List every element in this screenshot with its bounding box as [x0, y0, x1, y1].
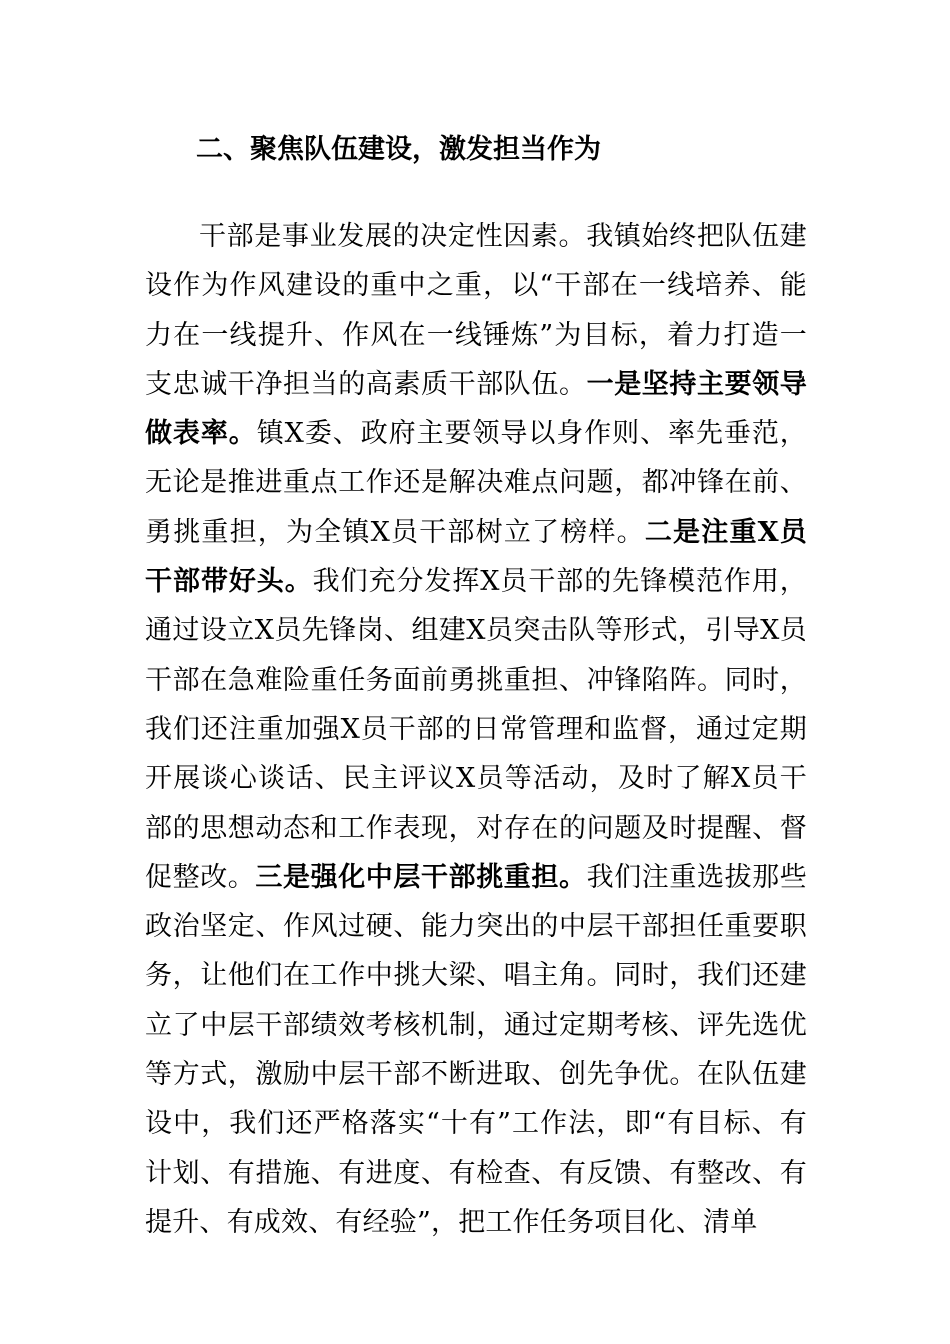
bold-point-3: 三是强化中层干部挑重担。 — [255, 861, 587, 893]
bold-point-2: 二是注重X员干部带好头。 — [145, 516, 807, 598]
body-paragraph — [145, 212, 807, 1247]
bold-point-1: 一是坚持主要领导做表率。 — [145, 368, 807, 450]
section-heading: 二、聚焦队伍建设，激发担当作为 — [196, 134, 601, 165]
paragraph-text-4: 我们注重选拔那些政治坚定、作风过硬、能力突出的中层干部担任重要职务，让他们在工作中挑大梁、唱主角。同时，我们还建立了中层干部绩效考核机制，通过定期考核、评先选优等方式，激励中层干部不断进取、创先争优。在队伍建设中，我们还严格落实“十有”工作法，即“有目标、有计划、有措施、有进度、有检查、有反馈、有整改、有提升、有成效、有经验”，把工作任务项目化、清单 — [145, 861, 807, 1238]
paragraph-text-2: 镇X委、政府主要领导以身作则、率先垂范，无论是推进重点工作还是解决难点问题，都冲锋在前、勇挑重担，为全镇X员干部树立了榜样。 — [145, 418, 807, 548]
paragraph-text-3: 我们充分发挥X员干部的先锋模范作用，通过设立X员先锋岗、组建X员突击队等形式，引导X员干部在急难险重任务面前勇挑重担、冲锋陷阵。同时，我们还注重加强X员干部的日常管理和监督，通过定期开展谈心谈话、民主评议X员等活动，及时了解X员干部的思想动态和工作表现，对存在的问题及时提醒、督促整改。 — [145, 566, 808, 893]
paragraph-text-1: 干部是事业发展的决定性因素。我镇始终把队伍建设作为作风建设的重中之重，以“干部在一线培养、能力在一线提升、作风在一线锤炼”为目标，着力打造一支忠诚干净担当的高素质干部队伍。 — [145, 221, 807, 400]
